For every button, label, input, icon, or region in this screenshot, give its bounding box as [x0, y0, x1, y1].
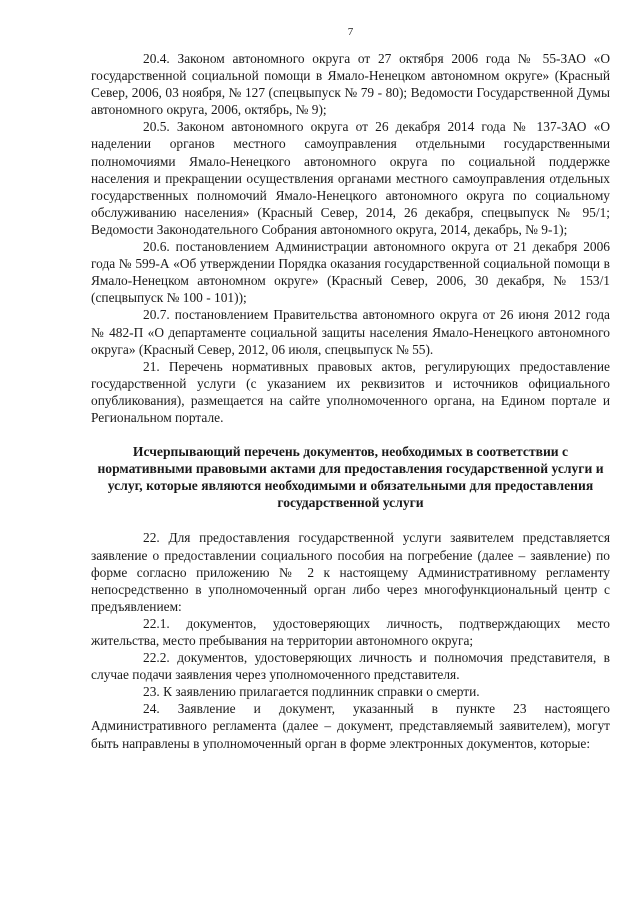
paragraph-23: 23. К заявлению прилагается подлинник справки о смерти. — [143, 684, 480, 700]
paragraph-20-4: 20.4. Законом автономного округа от 27 октября 2006 года № 55-ЗАО «О государственной социальной помощи в Ямало-Ненецком автономном округе» (Красный Север, 2006, 03 ноября, № 127 (спецвыпуск № 79 - 80); Ведомости Государственной Думы автономного округа, 2006, октябрь, № 9); — [91, 51, 610, 118]
paragraph-22: 22. Для предоставления государственной услуги заявителем представляется заявление о предоставлении социального пособия на погребение (далее – заявление) по форме согласно приложению № 2 к настоящему Административному регламенту непосредственно в уполномоченный орган либо через многофункциональный центр с предъявлением: — [91, 530, 610, 614]
paragraph-20-6: 20.6. постановлением Администрации автономного округа от 21 декабря 2006 года № 599-А «Об утверждении Порядка оказания государственной социальной помощи в Ямало-Ненецком автономном округе» (Красный Север, 2006, 30 декабря, № 153/1 (спецвыпуск № 100 - 101)); — [91, 239, 610, 306]
paragraph-20-5: 20.5. Законом автономного округа от 26 декабря 2014 года № 137-ЗАО «О наделении органов местного самоуправления отдельными государственными полномочиями Ямало-Ненецкого автономного округа по социальной поддержке населения и прекращении осуществления органами местного самоуправления отдельных государственных полномочий Ямало-Ненецкого автономного округа по социальному обслуживанию населения» (Красный Север, 2014, 26 декабря, спецвыпуск № 95/1; Ведомости Законодательного Собрания автономного округа, 2014, декабрь, № 9-1); — [91, 119, 610, 237]
paragraph-22-2: 22.2. документов, удостоверяющих личность и полномочия представителя, в случае подачи заявления через уполномоченного представителя. — [91, 650, 610, 683]
section-heading: Исчерпывающий перечень документов, необходимых в соответствии с нормативными правовыми актами для предоставления государственной услуги и услуг, которые являются необходимыми и обязательными для предоставления государственной услуги — [97, 444, 604, 511]
paragraph-21: 21. Перечень нормативных правовых актов, регулирующих предоставление государственной услуги (с указанием их реквизитов и источников официального опубликования), размещается на сайте уполномоченного органа, на Едином портале и Региональном портале. — [91, 358, 610, 425]
page-number: 7 — [347, 26, 354, 38]
paragraph-22-1: 22.1. документов, удостоверяющих личность, подтверждающих место жительства, место пребывания на территории автономного округа; — [91, 615, 610, 648]
paragraph-24: 24. Заявление и документ, указанный в пункте 23 настоящего Административного регламента (далее – документ, представляемый заявителем), могут быть направлены в уполномоченный орган в форме электронных документов, которые: — [91, 701, 610, 751]
paragraph-20-7: 20.7. постановлением Правительства автономного округа от 26 июня 2012 года № 482-П «О департаменте социальной защиты населения Ямало-Ненецкого автономного округа» (Красный Север, 2012, 06 июля, спецвыпуск № 55). — [91, 307, 610, 357]
